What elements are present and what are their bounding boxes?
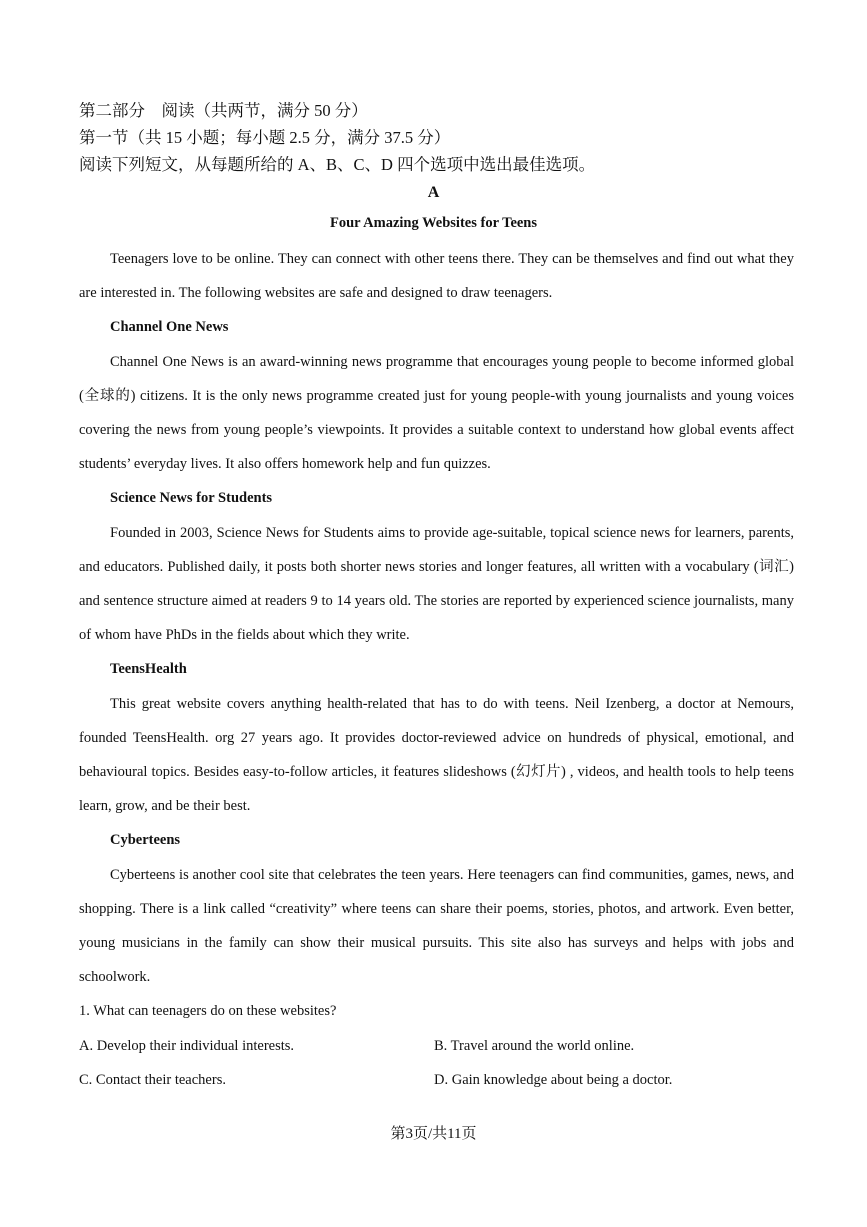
answer-options [79,1029,794,1097]
section-heading-science-news: Science News for Students [110,490,273,507]
option-a: A. Develop their individual interests. [79,1037,295,1054]
instruction-text: 阅读下列短文，从每题所给的 A、B、C、D 四个选项中选出最佳选项。 [79,155,596,174]
section-body-cyberteens: Cyberteens is another cool site that celebrates the teen years. Here teenagers can find communities, games, news, and shopping. There is a link called “creativity” where teens can share their poems, stories, photos, and artwork. Even better, young musicians in the family can show their musical pursuits. This site also has surveys and helps with jobs and schoolwork. [79,866,794,986]
section-body-teenshealth: This great website covers anything health-related that has to do with teens. Neil Izenberg, a doctor at Nemours, founded TeensHealth. org 27 years ago. It provides doctor-reviewed advice on hundreds of physical, emotional, and behavioural topics. Besides easy-to-follow articles, it features slideshows (幻灯片) , videos, and health tools to help teens learn, grow, and be their best. [79,695,794,815]
section-heading-cyberteens: Cyberteens [110,832,181,849]
section-title: 第一节（共 15 小题；每小题 2.5 分，满分 37.5 分） [79,128,451,147]
part-title: 第二部分 阅读（共两节，满分 50 分） [79,101,368,120]
section-heading-teenshealth: TeensHealth [110,661,187,678]
option-d: D. Gain knowledge about being a doctor. [434,1071,673,1088]
section-body-science-news: Founded in 2003, Science News for Students aims to provide age-suitable, topical science news for learners, parents, and educators. Published daily, it posts both shorter news stories and longer features, all written with a vocabulary (词汇) and sentence structure aimed at readers 9 to 14 years old. The stories are reported by experienced science journalists, many of whom have PhDs in the fields about which they write. [79,524,794,644]
option-c: C. Contact their teachers. [79,1071,226,1088]
passage-letter: A [427,184,440,201]
section-heading-channel-one: Channel One News [110,319,229,336]
section-body-channel-one: Channel One News is an award-winning news programme that encourages young people to become informed global (全球的) citizens. It is the only news programme created just for young people-with young journalists and young voices covering the news from young people’s viewpoints. It provides a suitable context to understand how global events affect students’ everyday lives. It also offers homework help and fun quizzes. [79,353,794,473]
passage-body [79,242,794,1097]
intro-paragraph: Teenagers love to be online. They can connect with other teens there. They can be themselves and find out what they are interested in. The following websites are safe and designed to draw teenagers. [79,251,794,302]
page-number: 第3页/共11页 [390,1126,477,1142]
question-stem: 1. What can teenagers do on these websites? [79,1003,337,1020]
option-b: B. Travel around the world online. [434,1037,635,1054]
passage-title: Four Amazing Websites for Teens [329,215,538,231]
